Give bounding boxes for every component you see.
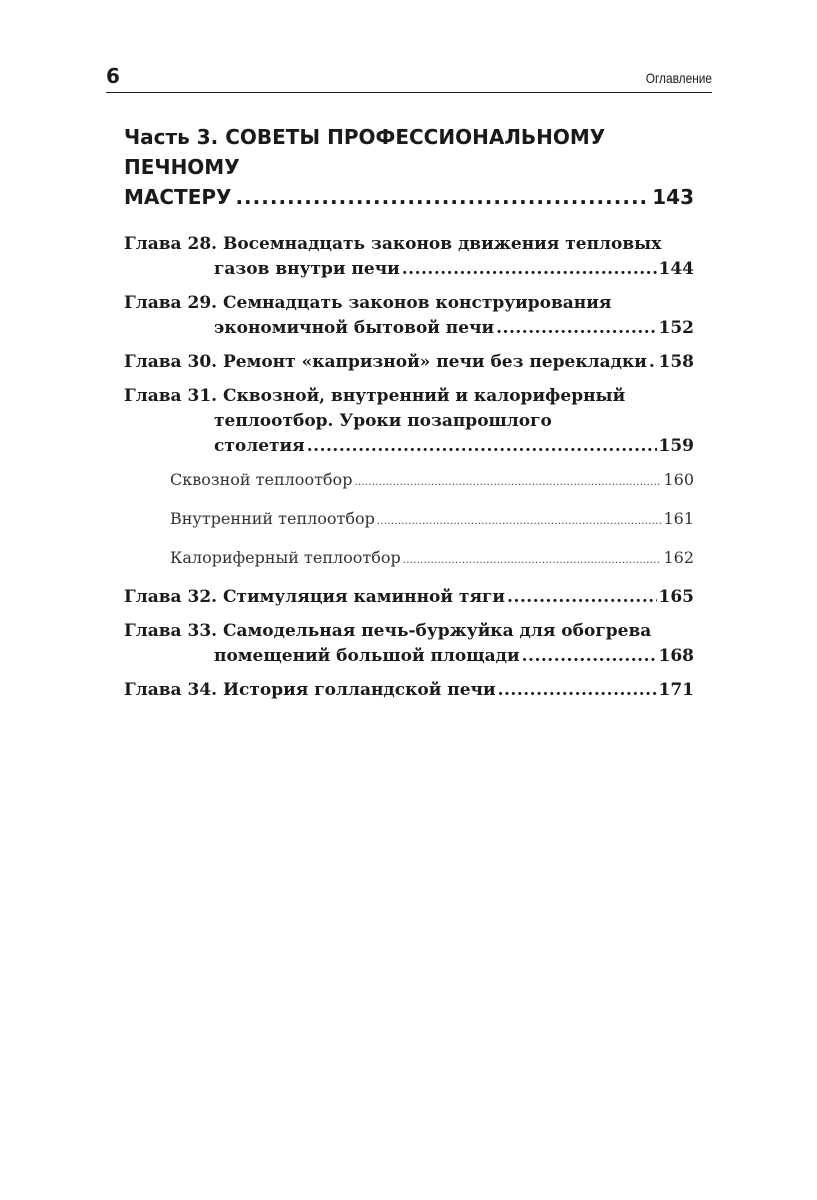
leader-dots (649, 350, 657, 375)
leader-dots (498, 678, 657, 703)
subsection-page-number: 161 (663, 509, 694, 528)
part-page-number: 143 (652, 185, 694, 209)
chapter-page-number: 168 (658, 646, 694, 666)
leader-dots (307, 434, 657, 459)
leader-dots (377, 510, 662, 534)
leader-dots (507, 585, 656, 610)
subsection-page-number: 162 (663, 548, 694, 567)
toc-part-entry[interactable] (124, 122, 694, 212)
chapter-page-number: 158 (658, 352, 694, 372)
leader-dots (522, 644, 657, 669)
chapter-title-line2: теплоотбор. Уроки позапрошлого (214, 411, 552, 431)
toc-chapter-34[interactable] (124, 678, 694, 703)
toc-chapter-32[interactable] (124, 585, 694, 610)
chapter-title-line1: Глава 29. Семнадцать законов конструирования (124, 293, 612, 313)
chapter-page-number: 159 (658, 436, 694, 456)
part-title-line1: Часть 3. СОВЕТЫ ПРОФЕССИОНАЛЬНОМУ ПЕЧНОМУ (124, 125, 606, 179)
chapter-title-line1: Глава 32. Стимуляция каминной тяги (124, 587, 506, 607)
page-header (106, 62, 712, 93)
toc-chapter-30[interactable] (124, 350, 694, 375)
chapter-page-number: 152 (658, 318, 694, 338)
chapter-page-number: 165 (658, 587, 694, 607)
leader-dots (354, 471, 661, 495)
toc-subsection[interactable] (124, 546, 694, 573)
leader-dots (235, 182, 648, 212)
subsection-page-number: 160 (663, 470, 694, 489)
toc-chapter-29[interactable] (124, 291, 694, 341)
chapter-title-line2: газов внутри печи (214, 259, 400, 279)
running-head: Оглавление (645, 70, 712, 86)
chapter-title-line1: Глава 31. Сквозной, внутренний и калориферный (124, 386, 626, 406)
leader-dots (496, 316, 656, 341)
subsection-title: Калориферный теплоотбор (170, 548, 401, 567)
toc-subsection[interactable] (124, 507, 694, 534)
table-of-contents (124, 122, 694, 712)
chapter-title-line3: столетия (214, 436, 305, 456)
chapter-title-line1: Глава 34. История голландской печи (124, 680, 496, 700)
leader-dots (402, 257, 657, 282)
toc-chapter-28[interactable] (124, 232, 694, 282)
toc-subsection[interactable] (124, 468, 694, 495)
subsection-title: Сквозной теплоотбор (170, 470, 353, 489)
chapter-page-number: 171 (658, 680, 694, 700)
chapter-title-line1: Глава 33. Самодельная печь-буржуйка для обогрева (124, 621, 652, 641)
chapter-title-line2: помещений большой площади (214, 646, 520, 666)
toc-chapter-33[interactable] (124, 619, 694, 669)
leader-dots (403, 549, 662, 573)
chapter-title-line2: экономичной бытовой печи (214, 318, 495, 338)
part-title-line2: МАСТЕРУ (124, 185, 232, 209)
chapter-title-line1: Глава 28. Восемнадцать законов движения тепловых (124, 234, 662, 254)
chapter-page-number: 144 (658, 259, 694, 279)
page-number: 6 (106, 64, 120, 88)
toc-chapter-31[interactable] (124, 384, 694, 459)
subsection-title: Внутренний теплоотбор (170, 509, 375, 528)
chapter-title-line1: Глава 30. Ремонт «капризной» печи без перекладки (124, 352, 647, 372)
